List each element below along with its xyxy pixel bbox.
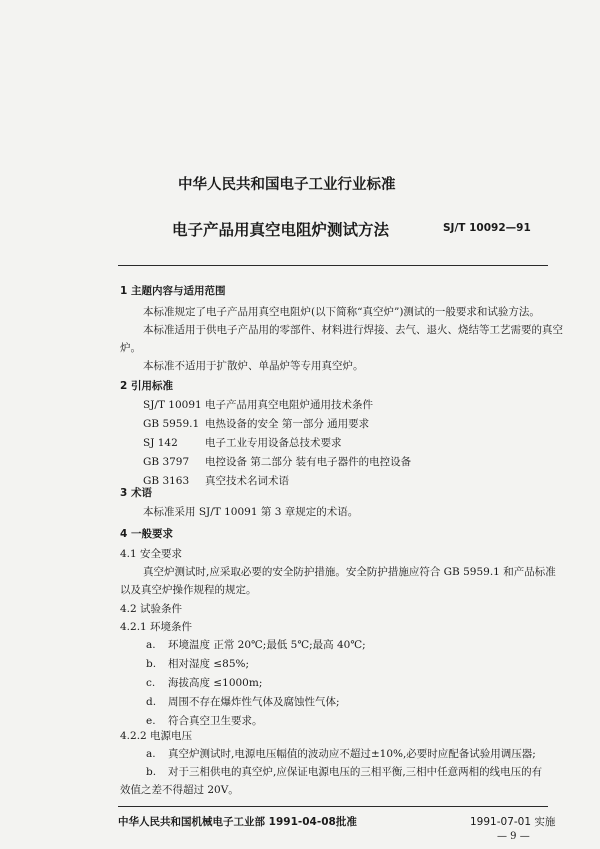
- section-1-heading: 1 主题内容与适用范围: [120, 285, 226, 297]
- section-3-heading: 3 术语: [120, 487, 152, 499]
- section-4-2-2-heading: 4.2.2 电源电压: [120, 730, 193, 742]
- section-1-para-2a: 本标准适用于供电子产品用的零部件、材料进行焊接、去气、退火、烧结等工艺需要的真空: [143, 324, 563, 336]
- reference-item: GB 3797 电控设备 第二部分 装有电子器件的电控设备: [143, 456, 412, 468]
- reference-item: GB 3163 真空技术名词术语: [143, 475, 289, 487]
- list-item: a. 环境温度 正常 20℃;最低 5℃;最高 40℃;: [146, 639, 366, 651]
- effective-date: 1991-07-01 实施: [470, 816, 556, 828]
- section-4-1-para-b: 以及真空炉操作规程的规定。: [120, 584, 257, 596]
- section-4-1-para-a: 真空炉测试时,应采取必要的安全防护措施。安全防护措施应符合 GB 5959.1 和产品标准: [143, 566, 556, 578]
- power-item-a: a. 真空炉测试时,电源电压幅值的波动应不超过±10%,必要时应配备试验用调压器;: [146, 748, 536, 760]
- doc-title: 电子产品用真空电阻炉测试方法: [172, 221, 390, 239]
- reference-item: SJ/T 10091 电子产品用真空电阻炉通用技术条件: [143, 399, 373, 411]
- list-item: e. 符合真空卫生要求。: [146, 715, 263, 727]
- section-4-1-heading: 4.1 安全要求: [120, 548, 183, 560]
- list-item: d. 周围不存在爆炸性气体及腐蚀性气体;: [146, 696, 340, 708]
- page-number: — 9 —: [497, 831, 530, 842]
- reference-item: GB 5959.1 电热设备的安全 第一部分 通用要求: [143, 418, 370, 430]
- section-4-2-1-heading: 4.2.1 环境条件: [120, 621, 193, 633]
- list-item: b. 相对湿度 ≤85%;: [146, 658, 250, 670]
- approver-line: 中华人民共和国机械电子工业部 1991-04-08批准: [118, 816, 357, 828]
- section-4-2-heading: 4.2 试验条件: [120, 603, 183, 615]
- environment-list: [146, 636, 366, 731]
- section-1-para-3: 本标准不适用于扩散炉、单晶炉等专用真空炉。: [143, 360, 364, 372]
- power-item-b: b. 对于三相供电的真空炉,应保证电源电压的三相平衡,三相中任意两相的线电压的有: [146, 766, 543, 778]
- power-item-b-cont: 效值之差不得超过 20V。: [120, 784, 239, 796]
- section-4-heading: 4 一般要求: [120, 528, 173, 540]
- reference-list: [143, 396, 411, 491]
- org-title: 中华人民共和国电子工业行业标准: [178, 177, 396, 193]
- list-item: c. 海拔高度 ≤1000m;: [146, 677, 263, 689]
- section-1-para-1: 本标准规定了电子产品用真空电阻炉(以下简称“真空炉”)测试的一般要求和试验方法。: [143, 306, 540, 318]
- reference-item: SJ 142 电子工业专用设备总技术要求: [143, 437, 342, 449]
- doc-code: SJ/T 10092—91: [443, 222, 531, 234]
- section-3-para: 本标准采用 SJ/T 10091 第 3 章规定的术语。: [143, 506, 359, 518]
- header-rule: [118, 265, 548, 266]
- footer-rule: [118, 806, 548, 807]
- section-1-para-2b: 炉。: [120, 342, 141, 354]
- section-2-heading: 2 引用标准: [120, 380, 173, 392]
